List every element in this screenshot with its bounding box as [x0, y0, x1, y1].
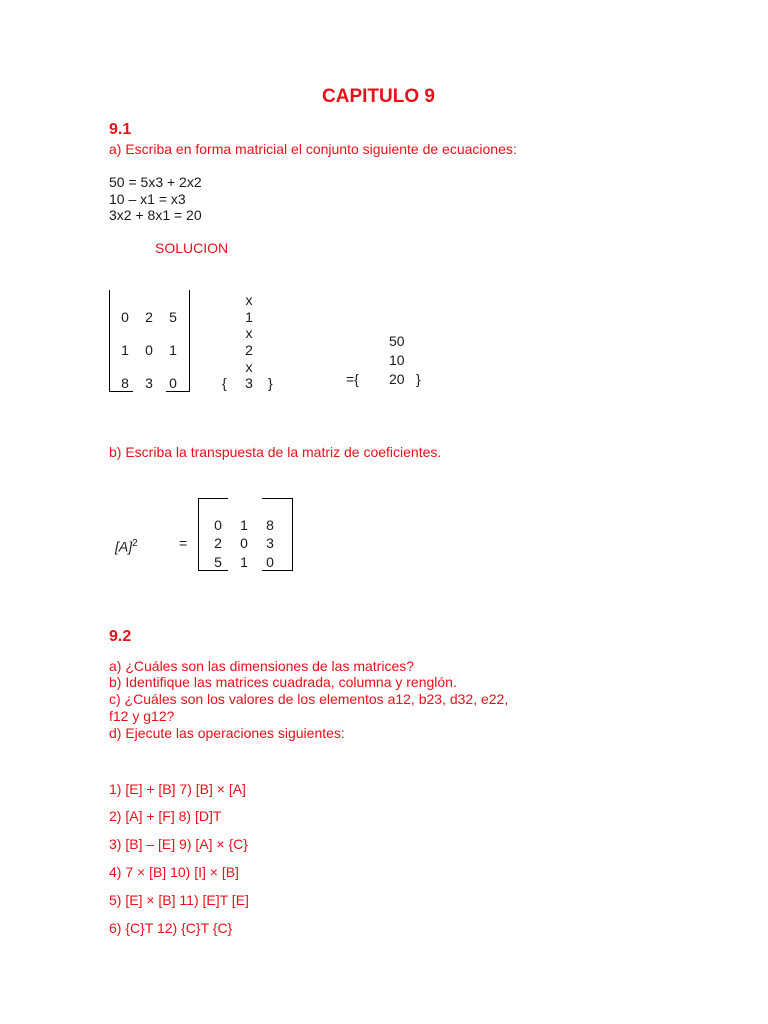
matrix-cell: 5 — [214, 554, 222, 570]
matrix-cell: 1 — [121, 342, 129, 358]
matrix-cell: 0 — [145, 342, 153, 358]
matrix-cell: 0 — [169, 375, 177, 391]
matrix-cell: 8 — [266, 517, 274, 533]
vector-entry: 2 — [245, 342, 253, 358]
vector-open-brace: { — [222, 375, 227, 391]
question-line: c) ¿Cuáles son los valores de los elementos a12, b23, d32, e22, — [109, 691, 509, 707]
vector-entry: x — [245, 325, 253, 341]
matrix-bracket-foot — [198, 570, 228, 571]
vector-entry: 1 — [245, 309, 253, 325]
solution-label: SOLUCION — [155, 240, 229, 256]
matrix-left-bracket — [198, 498, 199, 571]
page-title: CAPITULO 9 — [322, 86, 435, 107]
operation-line: 2) [A] + [F] 8) [D]T — [109, 808, 222, 824]
question-line: f12 y g12? — [109, 708, 175, 724]
matrix-cell: 1 — [240, 554, 248, 570]
matrix-cell: 1 — [240, 517, 248, 533]
matrix-cell: 0 — [240, 535, 248, 551]
equation-line: 50 = 5x3 + 2x2 — [109, 174, 202, 190]
matrix-cell: 0 — [266, 554, 274, 570]
question-b: b) Escriba la transpuesta de la matriz de coeficientes. — [109, 444, 442, 460]
matrix-bracket-top — [198, 498, 228, 499]
vector-entry: x — [245, 292, 253, 308]
vector-entry: 3 — [245, 375, 253, 391]
operation-line: 3) [B] – [E] 9) [A] × {C} — [109, 836, 248, 852]
operation-line: 6) {C}T 12) {C}T {C} — [109, 920, 233, 936]
matrix-bracket-top — [262, 498, 293, 499]
transpose-superscript: 2 — [132, 538, 138, 549]
question-line: d) Ejecute las operaciones siguientes: — [109, 725, 345, 741]
matrix-bracket-foot — [109, 391, 133, 392]
rhs-entry: 20 — [389, 371, 405, 387]
transpose-label — [115, 538, 138, 555]
matrix-cell: 1 — [169, 342, 177, 358]
operation-line: 4) 7 × [B] 10) [I] × [B] — [109, 864, 239, 880]
matrix-cell: 0 — [121, 309, 129, 325]
matrix-left-bracket — [109, 290, 110, 392]
equals-sign: = — [179, 535, 188, 551]
rhs-entry: 10 — [389, 352, 405, 368]
question-a: a) Escriba en forma matricial el conjunto siguiente de ecuaciones: — [109, 141, 517, 157]
transpose-symbol: [A] — [115, 538, 133, 555]
equation-line: 3x2 + 8x1 = 20 — [109, 207, 202, 223]
equation-line: 10 – x1 = x3 — [109, 191, 186, 207]
question-line: a) ¿Cuáles son las dimensiones de las matrices? — [109, 658, 415, 674]
question-line: b) Identifique las matrices cuadrada, columna y renglón. — [109, 674, 457, 690]
matrix-cell: 5 — [169, 309, 177, 325]
vector-close-brace: } — [268, 375, 273, 391]
matrix-cell: 2 — [214, 535, 222, 551]
matrix-cell: 2 — [145, 309, 153, 325]
matrix-cell: 3 — [266, 535, 274, 551]
matrix-cell: 0 — [214, 517, 222, 533]
rhs-close-brace: } — [416, 371, 421, 387]
rhs-prefix: ={ — [346, 371, 359, 387]
matrix-bracket-foot — [262, 570, 293, 571]
matrix-bracket-foot — [166, 391, 190, 392]
section-heading-9-1: 9.1 — [109, 121, 132, 138]
operation-line: 5) [E] × [B] 11) [E]T [E] — [109, 892, 249, 908]
vector-entry: x — [245, 359, 253, 375]
matrix-right-bracket — [189, 290, 190, 392]
matrix-right-bracket — [292, 498, 293, 571]
section-heading-9-2: 9.2 — [109, 628, 132, 645]
matrix-cell: 8 — [121, 375, 129, 391]
matrix-cell: 3 — [145, 375, 153, 391]
rhs-entry: 50 — [389, 333, 405, 349]
operation-line: 1) [E] + [B] 7) [B] × [A] — [109, 781, 246, 797]
